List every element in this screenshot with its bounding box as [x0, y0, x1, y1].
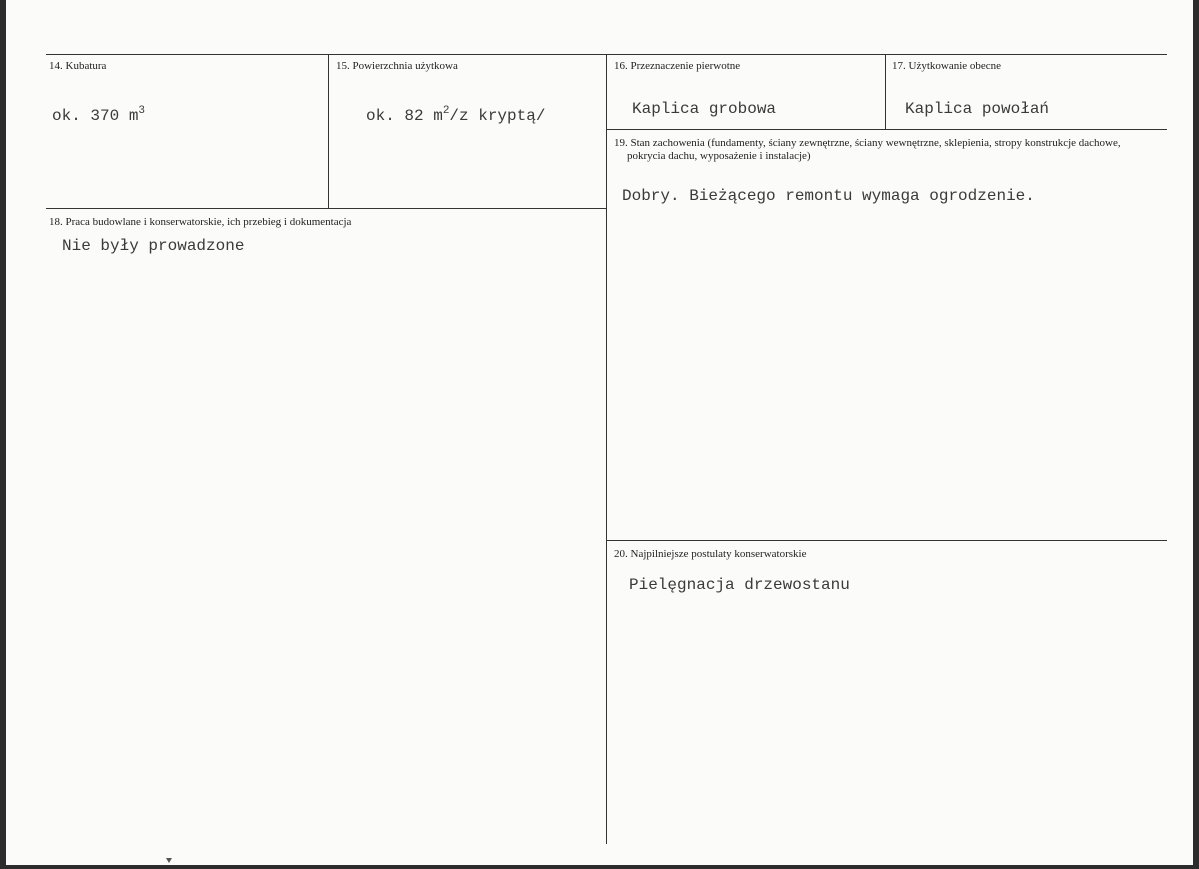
field-14-label: 14. Kubatura [49, 60, 107, 72]
field-14-value-main: ok. 370 m [52, 107, 139, 125]
field-17-value: Kaplica powołań [905, 100, 1050, 118]
field-15-value-exponent: 2 [442, 105, 450, 117]
inventory-card [6, 0, 1193, 865]
field-18-value: Nie były prowadzone [62, 237, 245, 255]
rule-above-20 [606, 540, 1167, 541]
field-16-label: 16. Przeznaczenie pierwotne [614, 60, 741, 72]
field-20-value: Pielęgnacja drzewostanu [629, 576, 850, 594]
center-divider [606, 54, 607, 844]
field-15-value-main: ok. 82 m [366, 107, 443, 125]
field-15-value-suffix: /z kryptą/ [449, 107, 546, 125]
field-19-label: 19. Stan zachowenia (fundamenty, ściany zewnętrzne, ściany wewnętrzne, sklepienia, stropy konstrukcje dachowe, pokrycia dachu, wyposażenie i instalacje) [614, 137, 1121, 162]
field-20-label: 20. Najpilniejsze postulaty konserwatorskie [614, 548, 807, 560]
field-14-value-exponent: 3 [138, 105, 146, 117]
edge-mark [166, 858, 172, 863]
rule-under-16-17 [606, 129, 1167, 130]
field-15-value [366, 106, 545, 126]
field-16-value: Kaplica grobowa [632, 100, 777, 118]
rule-above-18 [46, 208, 607, 209]
field-17-label: 17. Użytkowanie obecne [892, 60, 1002, 72]
field-15-label: 15. Powierzchnia użytkowa [336, 60, 458, 72]
field-18-label: 18. Praca budowlane i konserwatorskie, ich przebieg i dokumentacja [49, 216, 352, 228]
field-19-value: Dobry. Bieżącego remontu wymaga ogrodzenie. [622, 187, 1035, 205]
divider-14-15 [328, 54, 329, 208]
field-14-value [52, 106, 145, 126]
divider-16-17 [885, 54, 886, 129]
